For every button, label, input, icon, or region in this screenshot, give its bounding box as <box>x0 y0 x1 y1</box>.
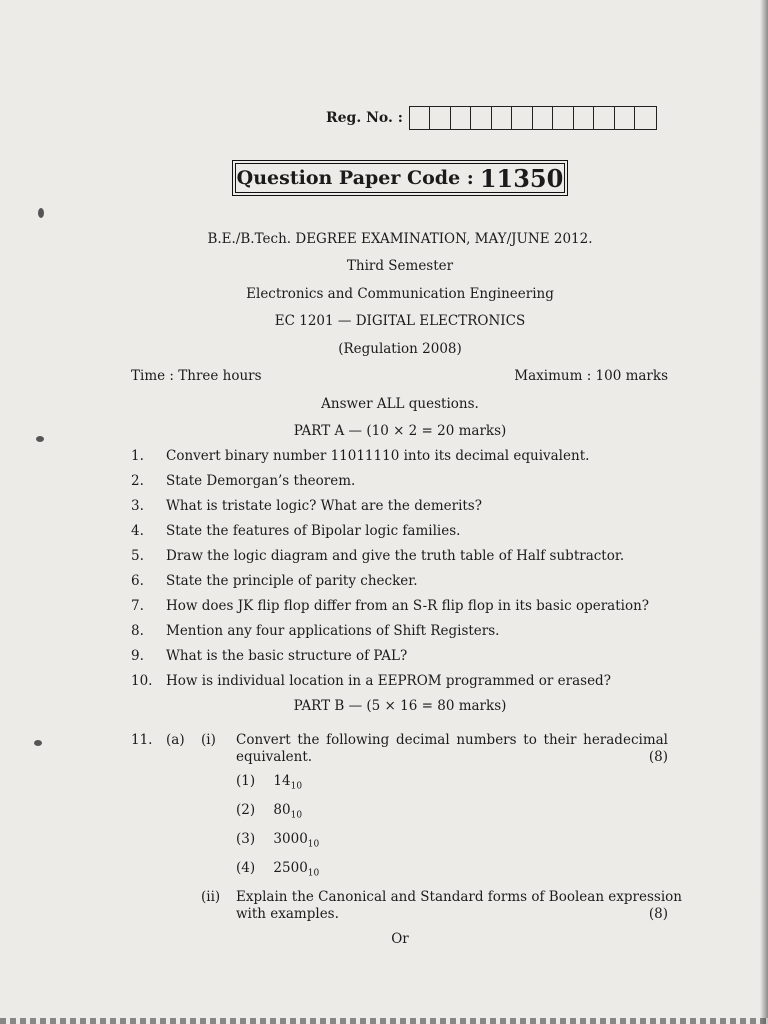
reg-digit-box <box>615 107 636 129</box>
part-b-title: PART B — (5 × 16 = 80 marks) <box>293 698 507 714</box>
item-base: 10 <box>290 810 303 821</box>
exam-instruction: Answer ALL questions. <box>321 396 479 412</box>
reg-digit-box <box>492 107 513 129</box>
question-text: Draw the logic diagram and give the truth table of Half subtractor. <box>166 548 625 564</box>
marks: (8) <box>648 906 668 922</box>
question-text: State the features of Bipolar logic families. <box>166 523 461 539</box>
question-number: 2. <box>131 473 144 489</box>
question-text: Convert the following decimal numbers to their heradecimal <box>236 732 668 748</box>
question-text: Explain the Canonical and Standard forms of Boolean expression <box>236 889 682 905</box>
exam-semester: Third Semester <box>346 258 454 274</box>
question-paper-code-box <box>232 160 568 196</box>
item-base: 10 <box>307 839 320 850</box>
item-label: (3) <box>236 831 256 847</box>
reg-digit-box <box>574 107 595 129</box>
part-label: (ii) <box>201 889 221 905</box>
question-number: 1. <box>131 448 144 464</box>
scan-edge <box>0 1018 768 1024</box>
reg-number-label: Reg. No. : <box>326 110 403 126</box>
item-label: (1) <box>236 773 256 789</box>
reg-number-block <box>326 106 657 130</box>
part-label: (i) <box>201 732 216 748</box>
reg-digit-box <box>553 107 574 129</box>
item-value: 2500 <box>273 860 308 876</box>
or-separator: Or <box>391 931 409 947</box>
question-number: 3. <box>131 498 144 514</box>
exam-max-marks: Maximum : 100 marks <box>514 368 668 384</box>
question-number: 11. <box>131 732 153 748</box>
reg-digit-box <box>471 107 492 129</box>
question-number: 7. <box>131 598 144 614</box>
part-a-title: PART A — (10 × 2 = 20 marks) <box>293 423 507 439</box>
marks: (8) <box>648 749 668 765</box>
question-text: Convert binary number 11011110 into its decimal equivalent. <box>166 448 590 464</box>
item-label: (2) <box>236 802 256 818</box>
exam-branch: Electronics and Communication Engineering <box>246 286 554 302</box>
reg-digit-box <box>635 107 656 129</box>
qp-code-label: Question Paper Code : <box>236 167 474 189</box>
reg-digit-box <box>410 107 431 129</box>
item-base: 10 <box>307 868 320 879</box>
question-text: State Demorgan’s theorem. <box>166 473 356 489</box>
question-text: What is the basic structure of PAL? <box>166 648 408 664</box>
question-number: 4. <box>131 523 144 539</box>
reg-digit-box <box>533 107 554 129</box>
question-number: 10. <box>131 673 153 689</box>
question-number: 9. <box>131 648 144 664</box>
list-item <box>236 860 319 879</box>
item-value: 80 <box>273 802 291 818</box>
item-value: 14 <box>273 773 291 789</box>
item-base: 10 <box>290 781 303 792</box>
scan-speck <box>36 436 44 442</box>
question-number: 5. <box>131 548 144 564</box>
scan-edge <box>760 0 768 1024</box>
list-item <box>236 831 319 850</box>
item-value: 3000 <box>273 831 308 847</box>
reg-number-boxes <box>409 106 657 130</box>
question-number: 8. <box>131 623 144 639</box>
question-text: How is individual location in a EEPROM programmed or erased? <box>166 673 611 689</box>
reg-digit-box <box>594 107 615 129</box>
scan-speck <box>38 208 44 218</box>
question-number: 6. <box>131 573 144 589</box>
question-text: What is tristate logic? What are the demerits? <box>166 498 482 514</box>
exam-regulation: (Regulation 2008) <box>338 341 462 357</box>
qp-code-number: 11350 <box>479 163 564 193</box>
exam-degree: B.E./B.Tech. DEGREE EXAMINATION, MAY/JUNE 2012. <box>207 231 593 247</box>
question-text: State the principle of parity checker. <box>166 573 418 589</box>
reg-digit-box <box>430 107 451 129</box>
exam-time: Time : Three hours <box>131 368 262 384</box>
question-text-continued: equivalent. <box>236 749 313 765</box>
scan-speck <box>34 740 42 746</box>
question-text: How does JK flip flop differ from an S-R flip flop in its basic operation? <box>166 598 650 614</box>
list-item <box>236 773 302 792</box>
question-text-continued: with examples. <box>236 906 339 922</box>
reg-digit-box <box>512 107 533 129</box>
sub-question-label: (a) <box>166 732 185 748</box>
list-item <box>236 802 302 821</box>
question-text: Mention any four applications of Shift Registers. <box>166 623 500 639</box>
item-label: (4) <box>236 860 256 876</box>
reg-digit-box <box>451 107 472 129</box>
exam-subject: EC 1201 — DIGITAL ELECTRONICS <box>274 313 526 329</box>
